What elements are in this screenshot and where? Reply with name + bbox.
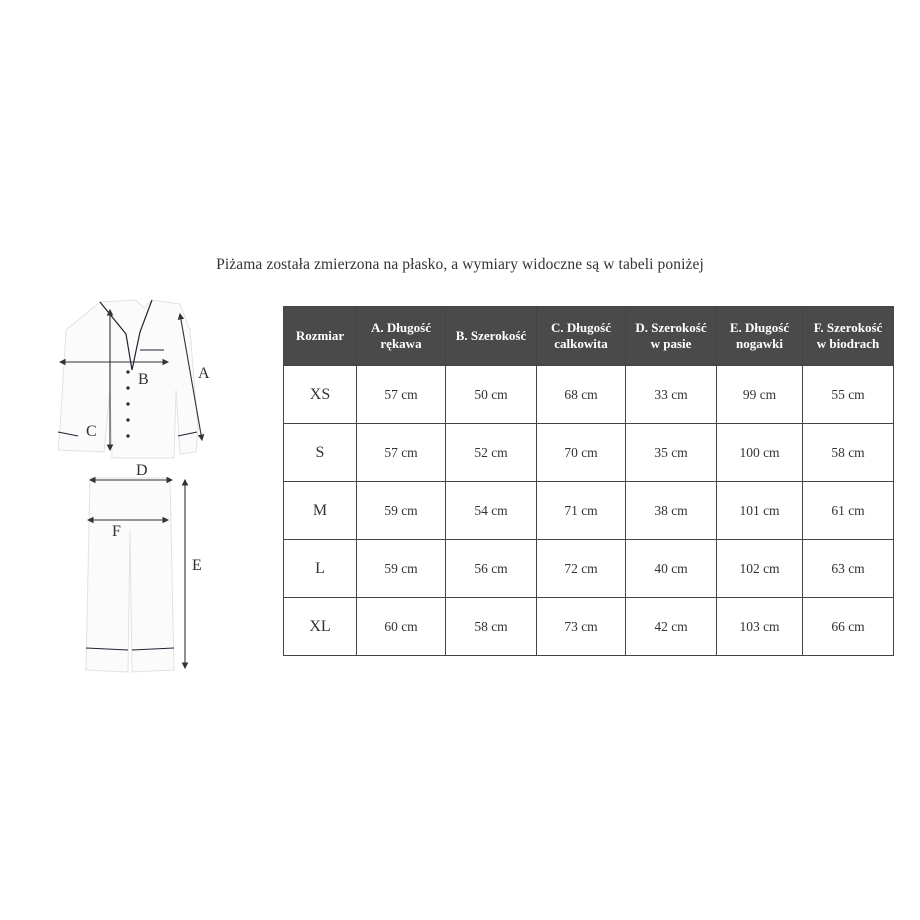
table-cell: 56 cm	[446, 540, 537, 598]
label-c: C	[86, 423, 97, 440]
table-cell: 66 cm	[803, 598, 894, 656]
header-sleeve-length: A. Długość rękawa	[357, 307, 446, 366]
size-cell: L	[284, 540, 357, 598]
size-table	[283, 306, 894, 656]
table-cell: 103 cm	[717, 598, 803, 656]
table-cell: 59 cm	[357, 482, 446, 540]
header-width: B. Szerokość	[446, 307, 537, 366]
size-cell: XS	[284, 366, 357, 424]
table-cell: 61 cm	[803, 482, 894, 540]
header-leg-length: E. Długość nogawki	[717, 307, 803, 366]
label-d: D	[136, 462, 148, 479]
table-cell: 57 cm	[357, 366, 446, 424]
label-f: F	[112, 523, 121, 540]
header-total-length: C. Długość calkowita	[537, 307, 626, 366]
table-cell: 55 cm	[803, 366, 894, 424]
table-cell: 58 cm	[446, 598, 537, 656]
header-hip-width: F. Szerokość w biodrach	[803, 307, 894, 366]
label-e: E	[192, 557, 202, 574]
table-header-row	[284, 307, 894, 366]
table-cell: 72 cm	[537, 540, 626, 598]
table-cell: 35 cm	[626, 424, 717, 482]
table-row	[284, 540, 894, 598]
table-cell: 38 cm	[626, 482, 717, 540]
table-cell: 100 cm	[717, 424, 803, 482]
table-cell: 52 cm	[446, 424, 537, 482]
size-cell: M	[284, 482, 357, 540]
table-cell: 101 cm	[717, 482, 803, 540]
table-cell: 59 cm	[357, 540, 446, 598]
label-a: A	[198, 365, 210, 382]
table-cell: 58 cm	[803, 424, 894, 482]
table-cell: 40 cm	[626, 540, 717, 598]
table-cell: 54 cm	[446, 482, 537, 540]
table-cell: 63 cm	[803, 540, 894, 598]
table-cell: 50 cm	[446, 366, 537, 424]
page-caption: Piżama została zmierzona na płasko, a wymiary widoczne są w tabeli poniżej	[216, 256, 704, 273]
table-cell: 99 cm	[717, 366, 803, 424]
table-cell: 60 cm	[357, 598, 446, 656]
table-cell: 57 cm	[357, 424, 446, 482]
table-cell: 73 cm	[537, 598, 626, 656]
size-cell: S	[284, 424, 357, 482]
table-cell: 33 cm	[626, 366, 717, 424]
size-cell: XL	[284, 598, 357, 656]
table-cell: 70 cm	[537, 424, 626, 482]
table-cell: 102 cm	[717, 540, 803, 598]
header-waist-width: D. Szerokość w pasie	[626, 307, 717, 366]
pajama-measurement-diagram	[40, 290, 280, 690]
table-row	[284, 598, 894, 656]
table-cell: 71 cm	[537, 482, 626, 540]
table-cell: 42 cm	[626, 598, 717, 656]
label-b: B	[138, 371, 149, 388]
table-row	[284, 482, 894, 540]
table-row	[284, 366, 894, 424]
header-size: Rozmiar	[284, 307, 357, 366]
pants-shape	[86, 478, 174, 672]
table-cell: 68 cm	[537, 366, 626, 424]
shirt-shape	[58, 300, 198, 458]
table-row	[284, 424, 894, 482]
pajama-illustration	[40, 290, 280, 690]
